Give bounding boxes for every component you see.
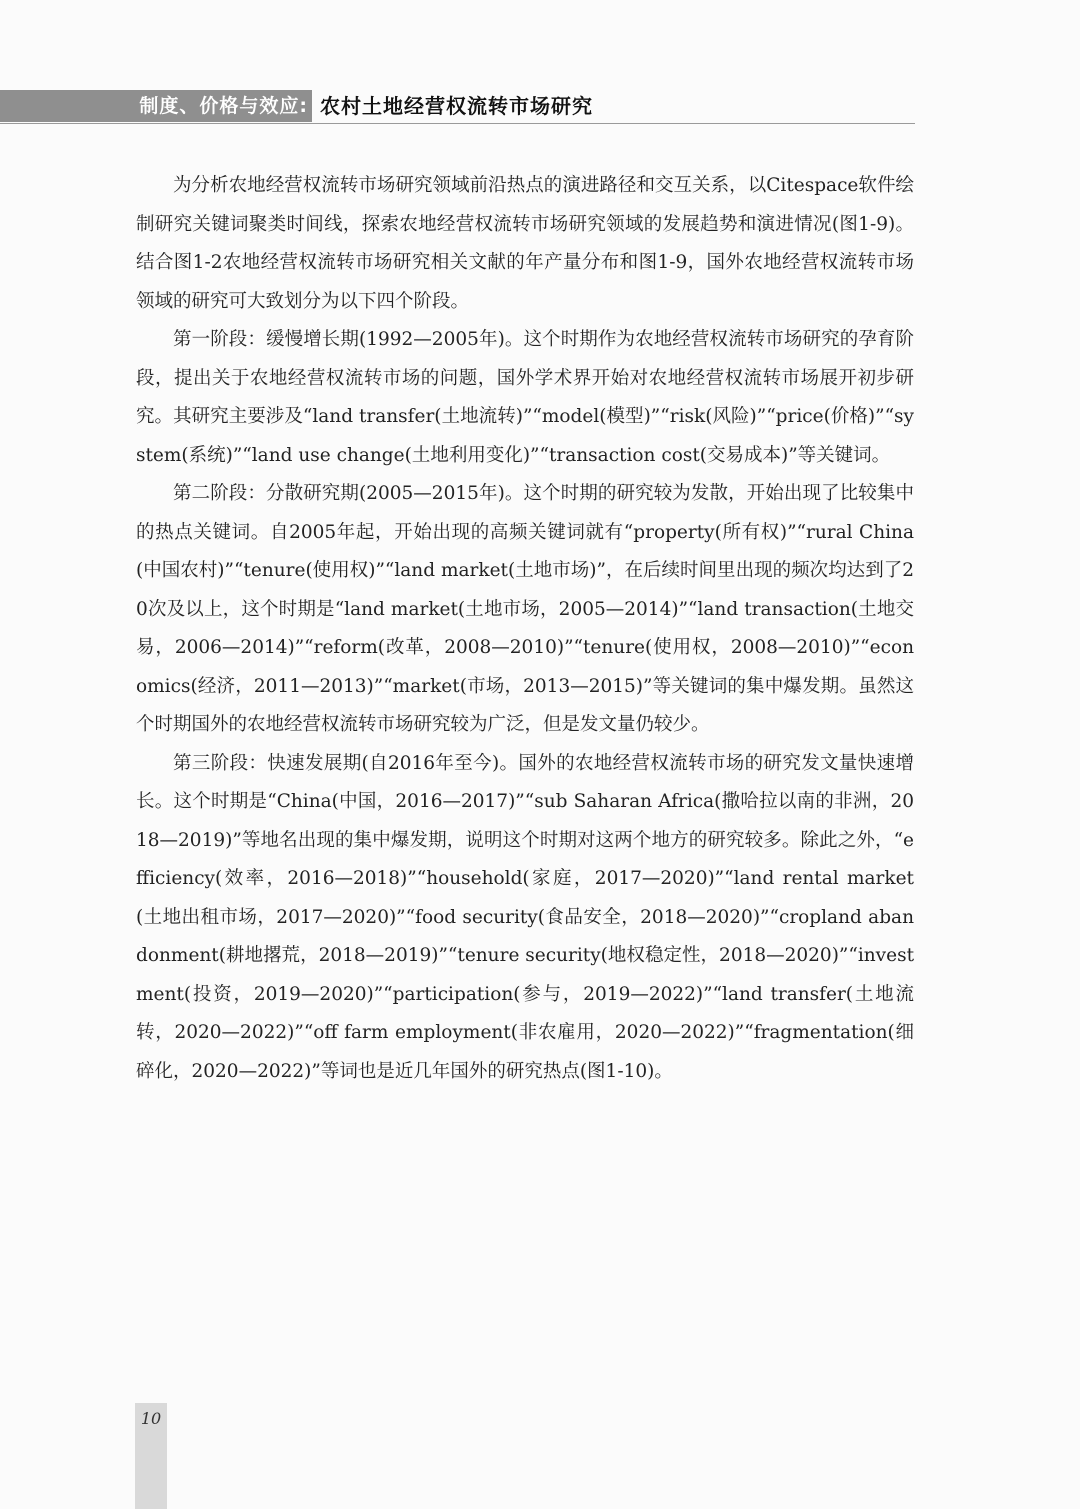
running-header xyxy=(0,90,915,126)
header-rule xyxy=(0,123,915,124)
paragraph-intro: 为分析农地经营权流转市场研究领域前沿热点的演进路径和交互关系，以Citespace软件绘制研究关键词聚类时间线，探索农地经营权流转市场研究领域的发展趋势和演进情况(图1-9)。结合图1-2农地经营权流转市场研究相关文献的年产量分布和图1-9，国外农地经营权流转市场领域的研究可大致划分为以下四个阶段。 xyxy=(136,175,914,312)
header-book-title: 农村土地经营权流转市场研究 xyxy=(320,94,593,118)
paragraph-stage-one: 第一阶段：缓慢增长期(1992—2005年)。这个时期作为农地经营权流转市场研究的孕育阶段，提出关于农地经营权流转市场的问题，国外学术界开始对农地经营权流转市场展开初步研究。其研究主要涉及“land transfer(土地流转)”“model(模型)”“risk(风险)”“price(价格)”“system(系统)”“land use change(土地利用变化)”“transaction cost(交易成本)”等关键词。 xyxy=(136,329,914,466)
header-series-label: 制度、价格与效应: xyxy=(0,90,312,122)
paragraph-stage-three: 第三阶段：快速发展期(自2016年至今)。国外的农地经营权流转市场的研究发文量快速增长。这个时期是“China(中国，2016—2017)”“sub Saharan Africa(撒哈拉以南的非洲，2018—2019)”等地名出现的集中爆发期，说明这个时期对这两个地方的研究较多。除此之外，“efficiency(效率，2016—2018)”“household(家庭，2017—2020)”“land rental market(土地出租市场，2017—2020)”“food security(食品安全，2018—2020)”“cropland abandonment(耕地撂荒，2018—2019)”“tenure security(地权稳定性，2018—2020)”“investment(投资，2019—2020)”“participation(参与，2019—2022)”“land transfer(土地流转，2020—2022)”“off farm employment(非农雇用，2020—2022)”“fragmentation(细碎化，2020—2022)”等词也是近几年国外的研究热点(图1-10)。 xyxy=(136,752,914,1082)
page-number: 10 xyxy=(140,1409,162,1428)
page-number-tab xyxy=(135,1403,167,1509)
paragraph-stage-two: 第二阶段：分散研究期(2005—2015年)。这个时期的研究较为发散，开始出现了比较集中的热点关键词。自2005年起，开始出现的高频关键词就有“property(所有权)”“rural China(中国农村)”“tenure(使用权)”“land market(土地市场)”，在后续时间里出现的频次均达到了20次及以上，这个时期是“land market(土地市场，2005—2014)”“land transaction(土地交易，2006—2014)”“reform(改革，2008—2010)”“tenure(使用权，2008—2010)”“economics(经济，2011—2013)”“market(市场，2013—2015)”等关键词的集中爆发期。虽然这个时期国外的农地经营权流转市场研究较为广泛，但是发文量仍较少。 xyxy=(136,483,914,735)
body-text xyxy=(136,167,914,1091)
